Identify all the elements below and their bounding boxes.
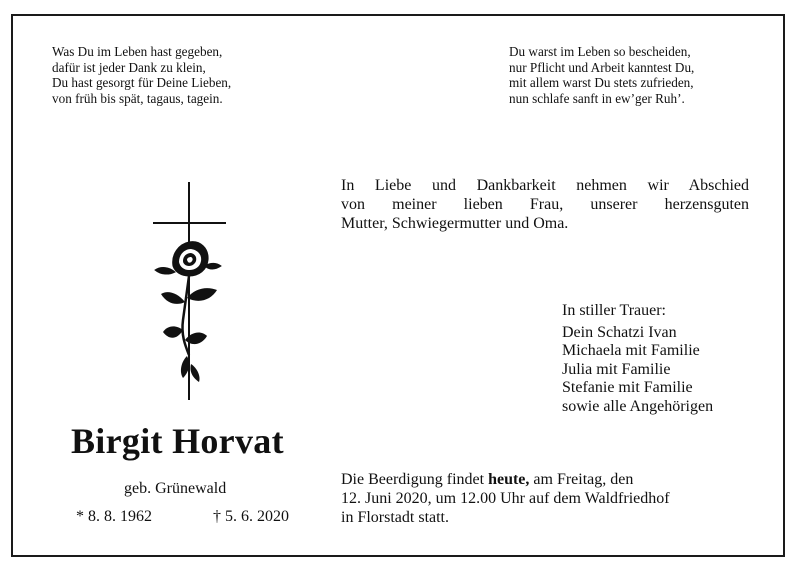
funeral-line-1	[341, 470, 670, 489]
funeral-text: Die Beerdigung findet	[341, 471, 489, 488]
mourner-name: Stefanie mit Familie	[562, 379, 693, 396]
farewell-line: In Liebe und Dankbarkeit nehmen wir Abschied	[341, 177, 749, 194]
poem-left-line: Was Du im Leben hast gegeben,	[52, 44, 223, 59]
poem-right-line: mit allem warst Du stets zufrieden,	[509, 75, 694, 90]
mourners-heading: In stiller Trauer:	[562, 302, 666, 319]
poem-left-line: dafür ist jeder Dank zu klein,	[52, 59, 206, 75]
birth-name: geb. Grünewald	[124, 480, 227, 497]
mourner-name: Dein Schatzi Ivan	[562, 323, 677, 341]
funeral-line-3: in Florstadt statt.	[341, 509, 449, 526]
poem-left-line: Du hast gesorgt für Deine Lieben,	[52, 75, 232, 90]
funeral-emphasis: heute,	[488, 471, 530, 488]
funeral-text: am Freitag, den	[529, 471, 634, 488]
poem-left	[52, 44, 231, 106]
farewell-line: Mutter, Schwiegermutter und Oma.	[341, 215, 569, 232]
deceased-name: Birgit Horvat	[71, 421, 284, 461]
mourner-name: Julia mit Familie	[562, 360, 671, 378]
birth-date: * 8. 8. 1962	[76, 508, 152, 525]
farewell-text	[341, 176, 749, 233]
death-date: † 5. 6. 2020	[213, 508, 289, 525]
mourners-block	[562, 302, 713, 416]
poem-right-line: Du warst im Leben so bescheiden,	[509, 44, 691, 59]
poem-right-line: nun schlafe sanft in ew’ger Ruh’.	[509, 90, 685, 106]
poem-right-line: nur Pflicht und Arbeit kanntest Du,	[509, 59, 695, 75]
funeral-line-2: 12. Juni 2020, um 12.00 Uhr auf dem Waldfriedhof	[341, 490, 670, 507]
mourner-name: sowie alle Angehörigen	[562, 397, 714, 415]
cross-with-rose-icon	[145, 180, 235, 402]
poem-left-line: von früh bis spät, tagaus, tagein.	[52, 90, 223, 106]
funeral-notice	[341, 470, 670, 527]
mourner-name: Michaela mit Familie	[562, 342, 700, 359]
poem-right	[509, 44, 694, 106]
farewell-line: von meiner lieben Frau, unserer herzensguten	[341, 196, 749, 213]
